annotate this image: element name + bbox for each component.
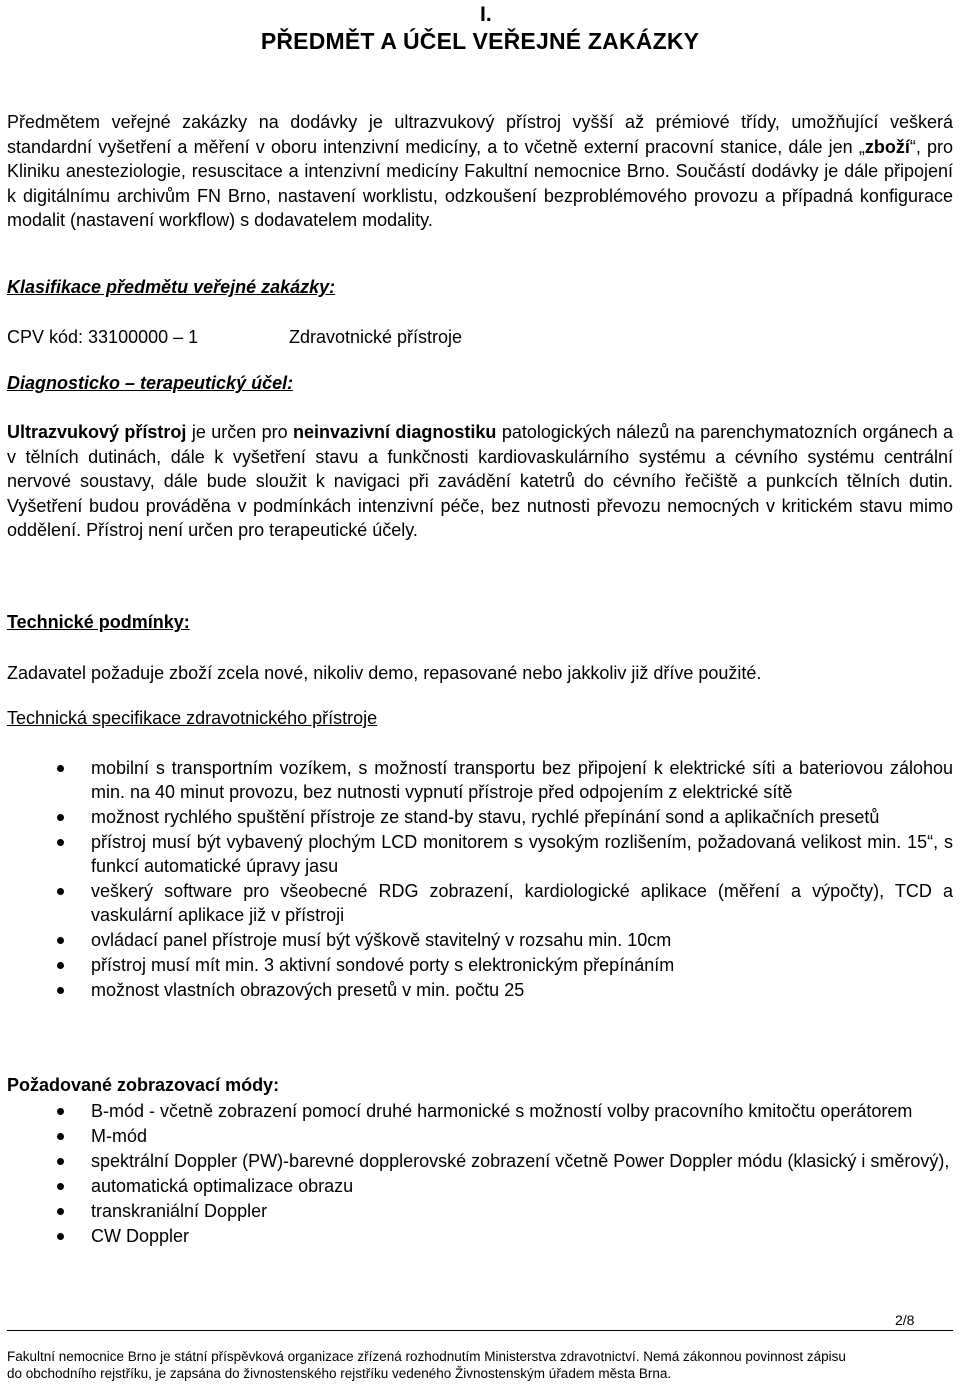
bullet-icon — [57, 987, 64, 994]
modes-heading: Požadované zobrazovací módy: — [7, 1075, 280, 1095]
list-item: mobilní s transportním vozíkem, s možností transportu bez připojení k elektrické síti a bateriovou zálohou min. na 40 minut provozu, bez nutnosti vypnutí přístroje před odpojením z elektrické sítě — [7, 756, 953, 804]
technical-heading: Technické podmínky: — [7, 612, 190, 632]
bullet-icon — [57, 1183, 64, 1190]
cpv-name: Zdravotnické přístroje — [289, 327, 463, 347]
list-item: automatická optimalizace obrazu — [7, 1174, 953, 1198]
modes-list — [7, 1099, 953, 1249]
list-item: přístroj musí být vybavený plochým LCD monitorem s vysokým rozlišením, požadovaná velikost min. 15“, s funkcí automatické úpravy jasu — [7, 830, 953, 878]
intro-paragraph — [7, 110, 953, 233]
page-number: 2/8 — [895, 1312, 915, 1328]
list-item: M-mód — [7, 1124, 953, 1148]
bullet-icon — [57, 888, 64, 895]
purpose-text-1: je určen pro — [186, 422, 294, 442]
bullet-icon — [57, 962, 64, 969]
purpose-paragraph — [7, 420, 953, 543]
list-item: veškerý software pro všeobecné RDG zobrazení, kardiologické aplikace (měření a výpočty), TCD a vaskulární aplikace již v přístroji — [7, 879, 953, 927]
bullet-icon — [57, 1233, 64, 1240]
purpose-bold-2: neinvazivní diagnostiku — [293, 422, 497, 442]
section-title: PŘEDMĚT A ÚČEL VEŘEJNÉ ZAKÁZKY — [260, 28, 700, 54]
footer — [7, 1348, 953, 1382]
list-item: spektrální Doppler (PW)-barevné dopplerovské zobrazení včetně Power Doppler módu (klasický i směrový), — [7, 1149, 953, 1173]
list-item: transkraniální Doppler — [7, 1199, 953, 1223]
classification-heading: Klasifikace předmětu veřejné zakázky: — [7, 277, 336, 297]
spec-list — [7, 756, 953, 1003]
bullet-icon — [57, 1208, 64, 1215]
bullet-icon — [57, 765, 64, 772]
bullet-icon — [57, 1133, 64, 1140]
bullet-icon — [57, 839, 64, 846]
bullet-icon — [57, 1158, 64, 1165]
list-item: přístroj musí mít min. 3 aktivní sondové porty s elektronickým přepínáním — [7, 953, 953, 977]
cpv-code: CPV kód: 33100000 – 1 — [7, 327, 199, 347]
bullet-icon — [57, 814, 64, 821]
list-item: možnost rychlého spuštění přístroje ze stand-by stavu, rychlé přepínání sond a aplikačních presetů — [7, 805, 953, 829]
purpose-bold-1: Ultrazvukový přístroj — [7, 422, 187, 442]
bullet-icon — [57, 1108, 64, 1115]
list-item: možnost vlastních obrazových presetů v min. počtu 25 — [7, 978, 953, 1002]
technical-requirement: Zadavatel požaduje zboží zcela nové, nikoliv demo, repasované nebo jakkoliv již dříve použité. — [7, 663, 762, 683]
list-item: CW Doppler — [7, 1224, 953, 1248]
spec-heading: Technická specifikace zdravotnického přístroje — [7, 708, 378, 728]
intro-bold-term: zboží — [864, 136, 910, 157]
section-number: I. — [480, 3, 492, 26]
purpose-text-2: patologických nálezů na parenchymatozních orgánech a v tělních dutinách, dále k vyšetření stavu a funkčnosti kardiovaskulárního systému a cévního systému centrální nervové soustavy, dále bude sloužit k navigaci při zavádění katetrů do cévního řečiště a punkcích tělních dutin. Vyšetření budou prováděna v podmínkách intenzivní péče, bez nutnosti převozu nemocných v kritickém stavu mimo oddělení. Přístroj není určen pro terapeutické účely. — [7, 422, 953, 540]
list-item: B-mód - včetně zobrazení pomocí druhé harmonické s možností volby pracovního kmitočtu operátorem — [7, 1099, 953, 1123]
footer-line-1: Fakultní nemocnice Brno je státní příspěvková organizace zřízená rozhodnutím Ministerstva zdravotnictví. Nemá zákonnou povinnost zápisu — [7, 1349, 846, 1364]
bullet-icon — [57, 937, 64, 944]
footer-divider — [7, 1330, 953, 1331]
footer-line-2: do obchodního rejstříku, je zapsána do živnostenského rejstříku vedeného Živnostenským úřadem města Brna. — [7, 1366, 672, 1381]
intro-text-1: Předmětem veřejné zakázky na dodávky je ultrazvukový přístroj vyšší až prémiové třídy, umožňující veškerá standardní vyšetření a měření v oboru intenzivní medicíny, a to včetně externí pracovní stanice, dále jen „ — [7, 112, 953, 157]
intro-text-2: “, pro Kliniku anesteziologie, resuscitace a intenzivní medicíny Fakultní nemocnice Brno. Součástí dodávky je dále připojení k digitálnímu archivům FN Brno, nastavení worklistu, odzkoušení bezproblémového provozu a případná konfigurace modalit (nastavení workflow) s dodavatelem modality. — [7, 136, 954, 230]
list-item: ovládací panel přístroje musí být výškově stavitelný v rozsahu min. 10cm — [7, 928, 953, 952]
purpose-heading: Diagnosticko – terapeutický účel: — [7, 373, 294, 393]
